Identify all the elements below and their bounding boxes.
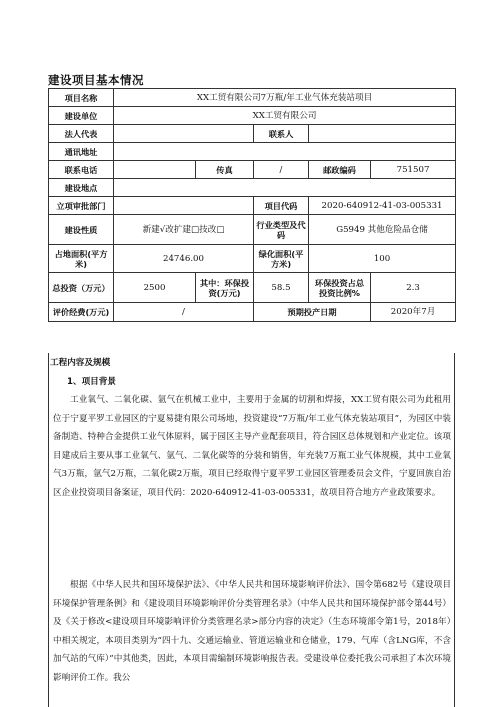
- approval-dept-value: [114, 197, 254, 215]
- address-label: 通讯地址: [49, 143, 114, 161]
- invest-label: 总投资（万元）: [49, 273, 114, 303]
- area-label: 占地面积(平方米): [49, 245, 114, 273]
- date-label: 预期投产日期: [254, 303, 371, 322]
- env-invest-label: 其中：环保投资(万元): [196, 273, 254, 303]
- table-row: [49, 143, 456, 161]
- postcode-value: 751507: [371, 161, 456, 179]
- table-row: [49, 125, 456, 143]
- table-row: [49, 179, 456, 197]
- industry-value: G5949 其他危险品仓储: [309, 215, 456, 245]
- phone-value: [114, 161, 196, 179]
- location-value: [114, 179, 456, 197]
- project-name-value: XX工贸有限公司7万瓶/年工业气体充装站项目: [114, 89, 456, 107]
- contact-label: 联系人: [254, 125, 309, 143]
- table-row: [49, 303, 456, 322]
- address-value: [114, 143, 456, 161]
- legal-rep-label: 法人代表: [49, 125, 114, 143]
- table-row: [49, 161, 456, 179]
- fax-label: 传真: [196, 161, 254, 179]
- contact-value: [309, 125, 456, 143]
- nature-value: 新建√改扩建□技改□: [114, 215, 254, 245]
- page-title: 建设项目基本情况: [48, 73, 144, 87]
- green-value: 100: [309, 245, 456, 273]
- approval-dept-label: 立项审批部门: [49, 197, 114, 215]
- project-content-section: [48, 353, 455, 707]
- table-row: [49, 273, 456, 303]
- date-value: 2020年7月: [371, 303, 456, 322]
- ratio-value: 2.3: [371, 273, 456, 303]
- fee-label: 评价经费(万元): [49, 303, 114, 322]
- background-paragraph-2: 根据《中华人民共和国环境保护法》、《中华人民共和国环境影响评价法》、国令第682号《建设项目环境保护管理条例》和《建设项目环境影响评价分类管理名录》（中华人民共和国环境保护部令第44号）及《关于修改<建设项目环境影响评价分类管理名录>部分内容的决定》（生态环境部令第1号，2018年）中相关规定，本项目类别为“四十九、交通运输业、管道运输业和仓储业，179、气库（含LNG库，不含加气站的气库）”中其他类，因此，本项目需编制环境影响报告表。受建设单位委托我公司承担了本次环境影响评价工作。我公: [53, 580, 451, 683]
- invest-value: 2500: [114, 273, 196, 303]
- background-paragraph-1: 工业氧气、二氧化碳、氩气在机械工业中，主要用于金属的切割和焊接，XX工贸有限公司为此租用位于宁夏平罗工业园区的宁夏易捷有限公司场地，投资建设“7万瓶/年工业气体充装站项目”，为园区中装备制造、特种合金提供工业气体原料，属于园区主导产业配套项目，符合园区总体规划和产业定位。该项目建成后主要从事工业氧气、氩气、二氧化碳等的分装和销售，年充装7万瓶工业气体规模，其中工业氧气3万瓶，氩气2万瓶，二氧化碳2万瓶，项目已经取得宁夏平罗工业园区管理委员会文件，宁夏回族自治区企业投资项目备案证，项目代码：2020-640912-41-03-005331，故项目符合地方产业政策要求。: [53, 395, 451, 498]
- industry-label: 行业类型及代码: [254, 215, 309, 245]
- area-value: 24746.00: [114, 245, 254, 273]
- unit-label: 建设单位: [49, 107, 114, 125]
- phone-label: 联系电话: [49, 161, 114, 179]
- project-code-label: 项目代码: [254, 197, 309, 215]
- green-label: 绿化面积(平方米): [254, 245, 309, 273]
- table-row: [49, 197, 456, 215]
- table-row: [49, 245, 456, 273]
- nature-label: 建设性质: [49, 215, 114, 245]
- project-name-label: 项目名称: [49, 89, 114, 107]
- table-row: [49, 89, 456, 107]
- section-heading: 工程内容及规模: [50, 358, 111, 368]
- project-info-table: [48, 88, 456, 322]
- postcode-label: 邮政编码: [309, 161, 371, 179]
- fee-value: /: [114, 303, 254, 322]
- location-label: 建设地点: [49, 179, 114, 197]
- sub-heading: 1、项目背景: [67, 377, 116, 387]
- table-row: [49, 215, 456, 245]
- unit-value: XX工贸有限公司: [114, 107, 456, 125]
- fax-value: /: [254, 161, 309, 179]
- project-code-value: 2020-640912-41-03-005331: [309, 197, 456, 215]
- ratio-label: 环保投资占总投资比例%: [309, 273, 371, 303]
- legal-rep-value: [114, 125, 254, 143]
- env-invest-value: 58.5: [254, 273, 309, 303]
- table-row: [49, 107, 456, 125]
